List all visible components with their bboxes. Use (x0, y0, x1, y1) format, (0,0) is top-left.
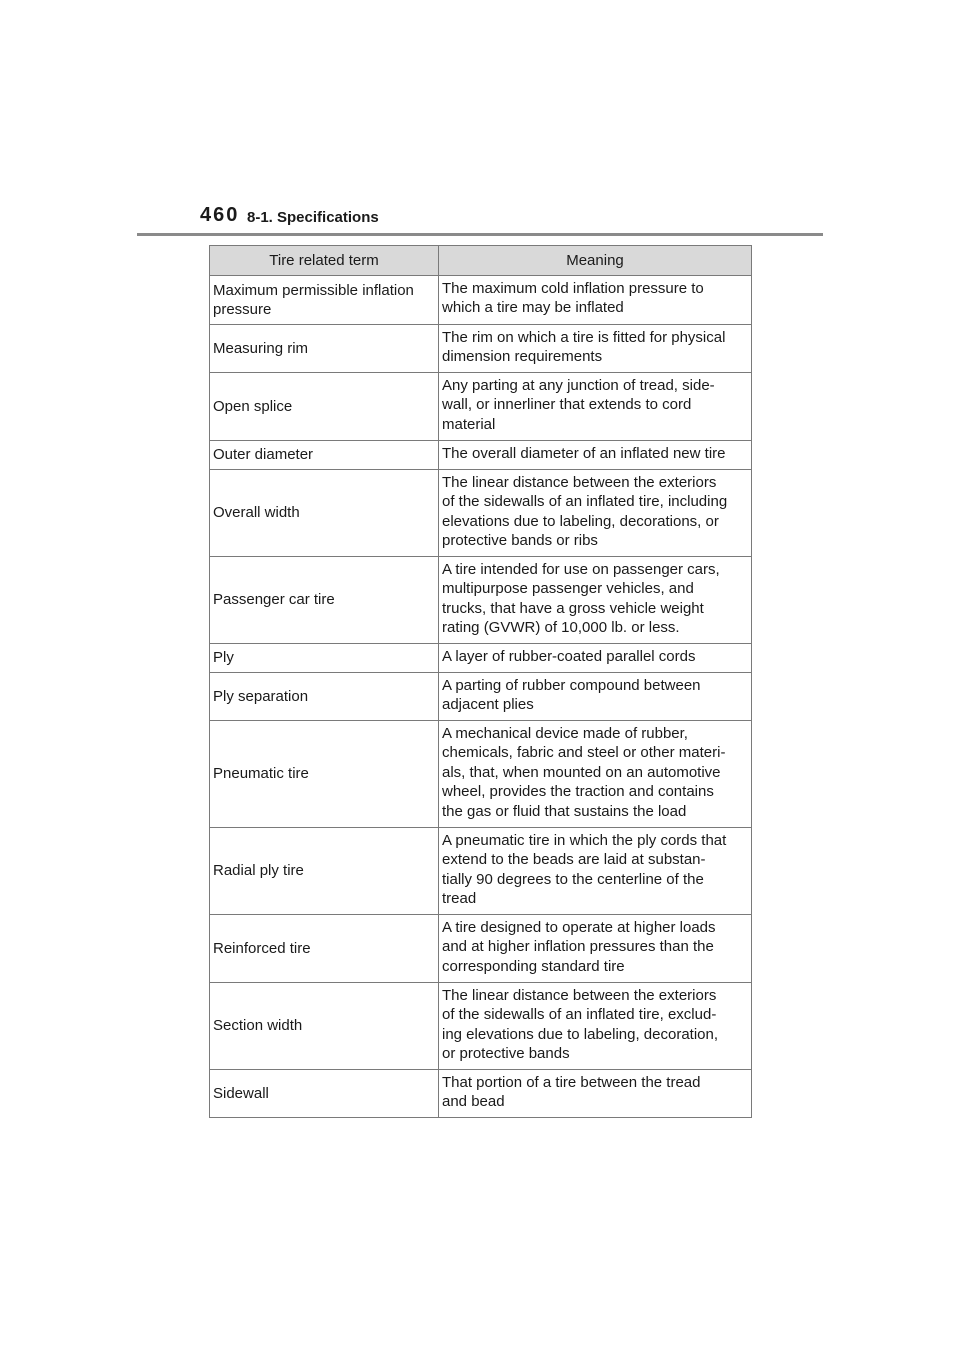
term-cell: Pneumatic tire (210, 721, 439, 828)
meaning-cell: That portion of a tire between the tread and bead (439, 1070, 752, 1118)
meaning-cell: A mechanical device made of rubber, chemicals, fabric and steel or other materi- als, that, when mounted on an automotive wheel, provides the traction and contains the gas or fluid that sustains the load (439, 721, 752, 828)
table-row (210, 276, 752, 325)
term-cell: Ply (210, 644, 439, 673)
table-row (210, 441, 752, 470)
meaning-cell: The linear distance between the exteriors of the sidewalls of an inflated tire, exclud- ing elevations due to labeling, decoration, or protective bands (439, 983, 752, 1070)
table-row (210, 470, 752, 557)
meaning-cell: The maximum cold inflation pressure to which a tire may be inflated (439, 276, 752, 325)
meaning-cell: The rim on which a tire is fitted for physical dimension requirements (439, 325, 752, 373)
term-cell: Outer diameter (210, 441, 439, 470)
section-title: 8-1. Specifications (247, 209, 379, 226)
term-cell: Ply separation (210, 673, 439, 721)
term-cell: Overall width (210, 470, 439, 557)
column-header-meaning: Meaning (439, 246, 752, 276)
meaning-cell: A layer of rubber-coated parallel cords (439, 644, 752, 673)
term-cell: Reinforced tire (210, 915, 439, 983)
table-row (210, 1070, 752, 1118)
column-header-term: Tire related term (210, 246, 439, 276)
table-body (210, 276, 752, 1118)
table-row (210, 557, 752, 644)
meaning-cell: A parting of rubber compound between adjacent plies (439, 673, 752, 721)
table-row (210, 673, 752, 721)
table-row (210, 373, 752, 441)
term-cell: Measuring rim (210, 325, 439, 373)
term-cell: Section width (210, 983, 439, 1070)
page-number: 460 (200, 204, 240, 226)
term-cell: Sidewall (210, 1070, 439, 1118)
meaning-cell: Any parting at any junction of tread, side- wall, or innerliner that extends to cord material (439, 373, 752, 441)
term-cell: Radial ply tire (210, 828, 439, 915)
table-row (210, 915, 752, 983)
term-cell: Passenger car tire (210, 557, 439, 644)
header-divider (137, 233, 823, 236)
table-row (210, 325, 752, 373)
table-row (210, 828, 752, 915)
meaning-cell: A tire designed to operate at higher loads and at higher inflation pressures than the corresponding standard tire (439, 915, 752, 983)
table-row (210, 644, 752, 673)
meaning-cell: A tire intended for use on passenger cars, multipurpose passenger vehicles, and trucks, that have a gross vehicle weight rating (GVWR) of 10,000 lb. or less. (439, 557, 752, 644)
table-row (210, 721, 752, 828)
term-cell: Open splice (210, 373, 439, 441)
term-cell: Maximum permissible inflation pressure (210, 276, 439, 325)
tire-terms-table (209, 245, 752, 1118)
table-header-row (210, 246, 752, 276)
meaning-cell: The linear distance between the exteriors of the sidewalls of an inflated tire, including elevations due to labeling, decorations, or protective bands or ribs (439, 470, 752, 557)
meaning-cell: A pneumatic tire in which the ply cords that extend to the beads are laid at substan- tially 90 degrees to the centerline of the tread (439, 828, 752, 915)
meaning-cell: The overall diameter of an inflated new tire (439, 441, 752, 470)
table-row (210, 983, 752, 1070)
